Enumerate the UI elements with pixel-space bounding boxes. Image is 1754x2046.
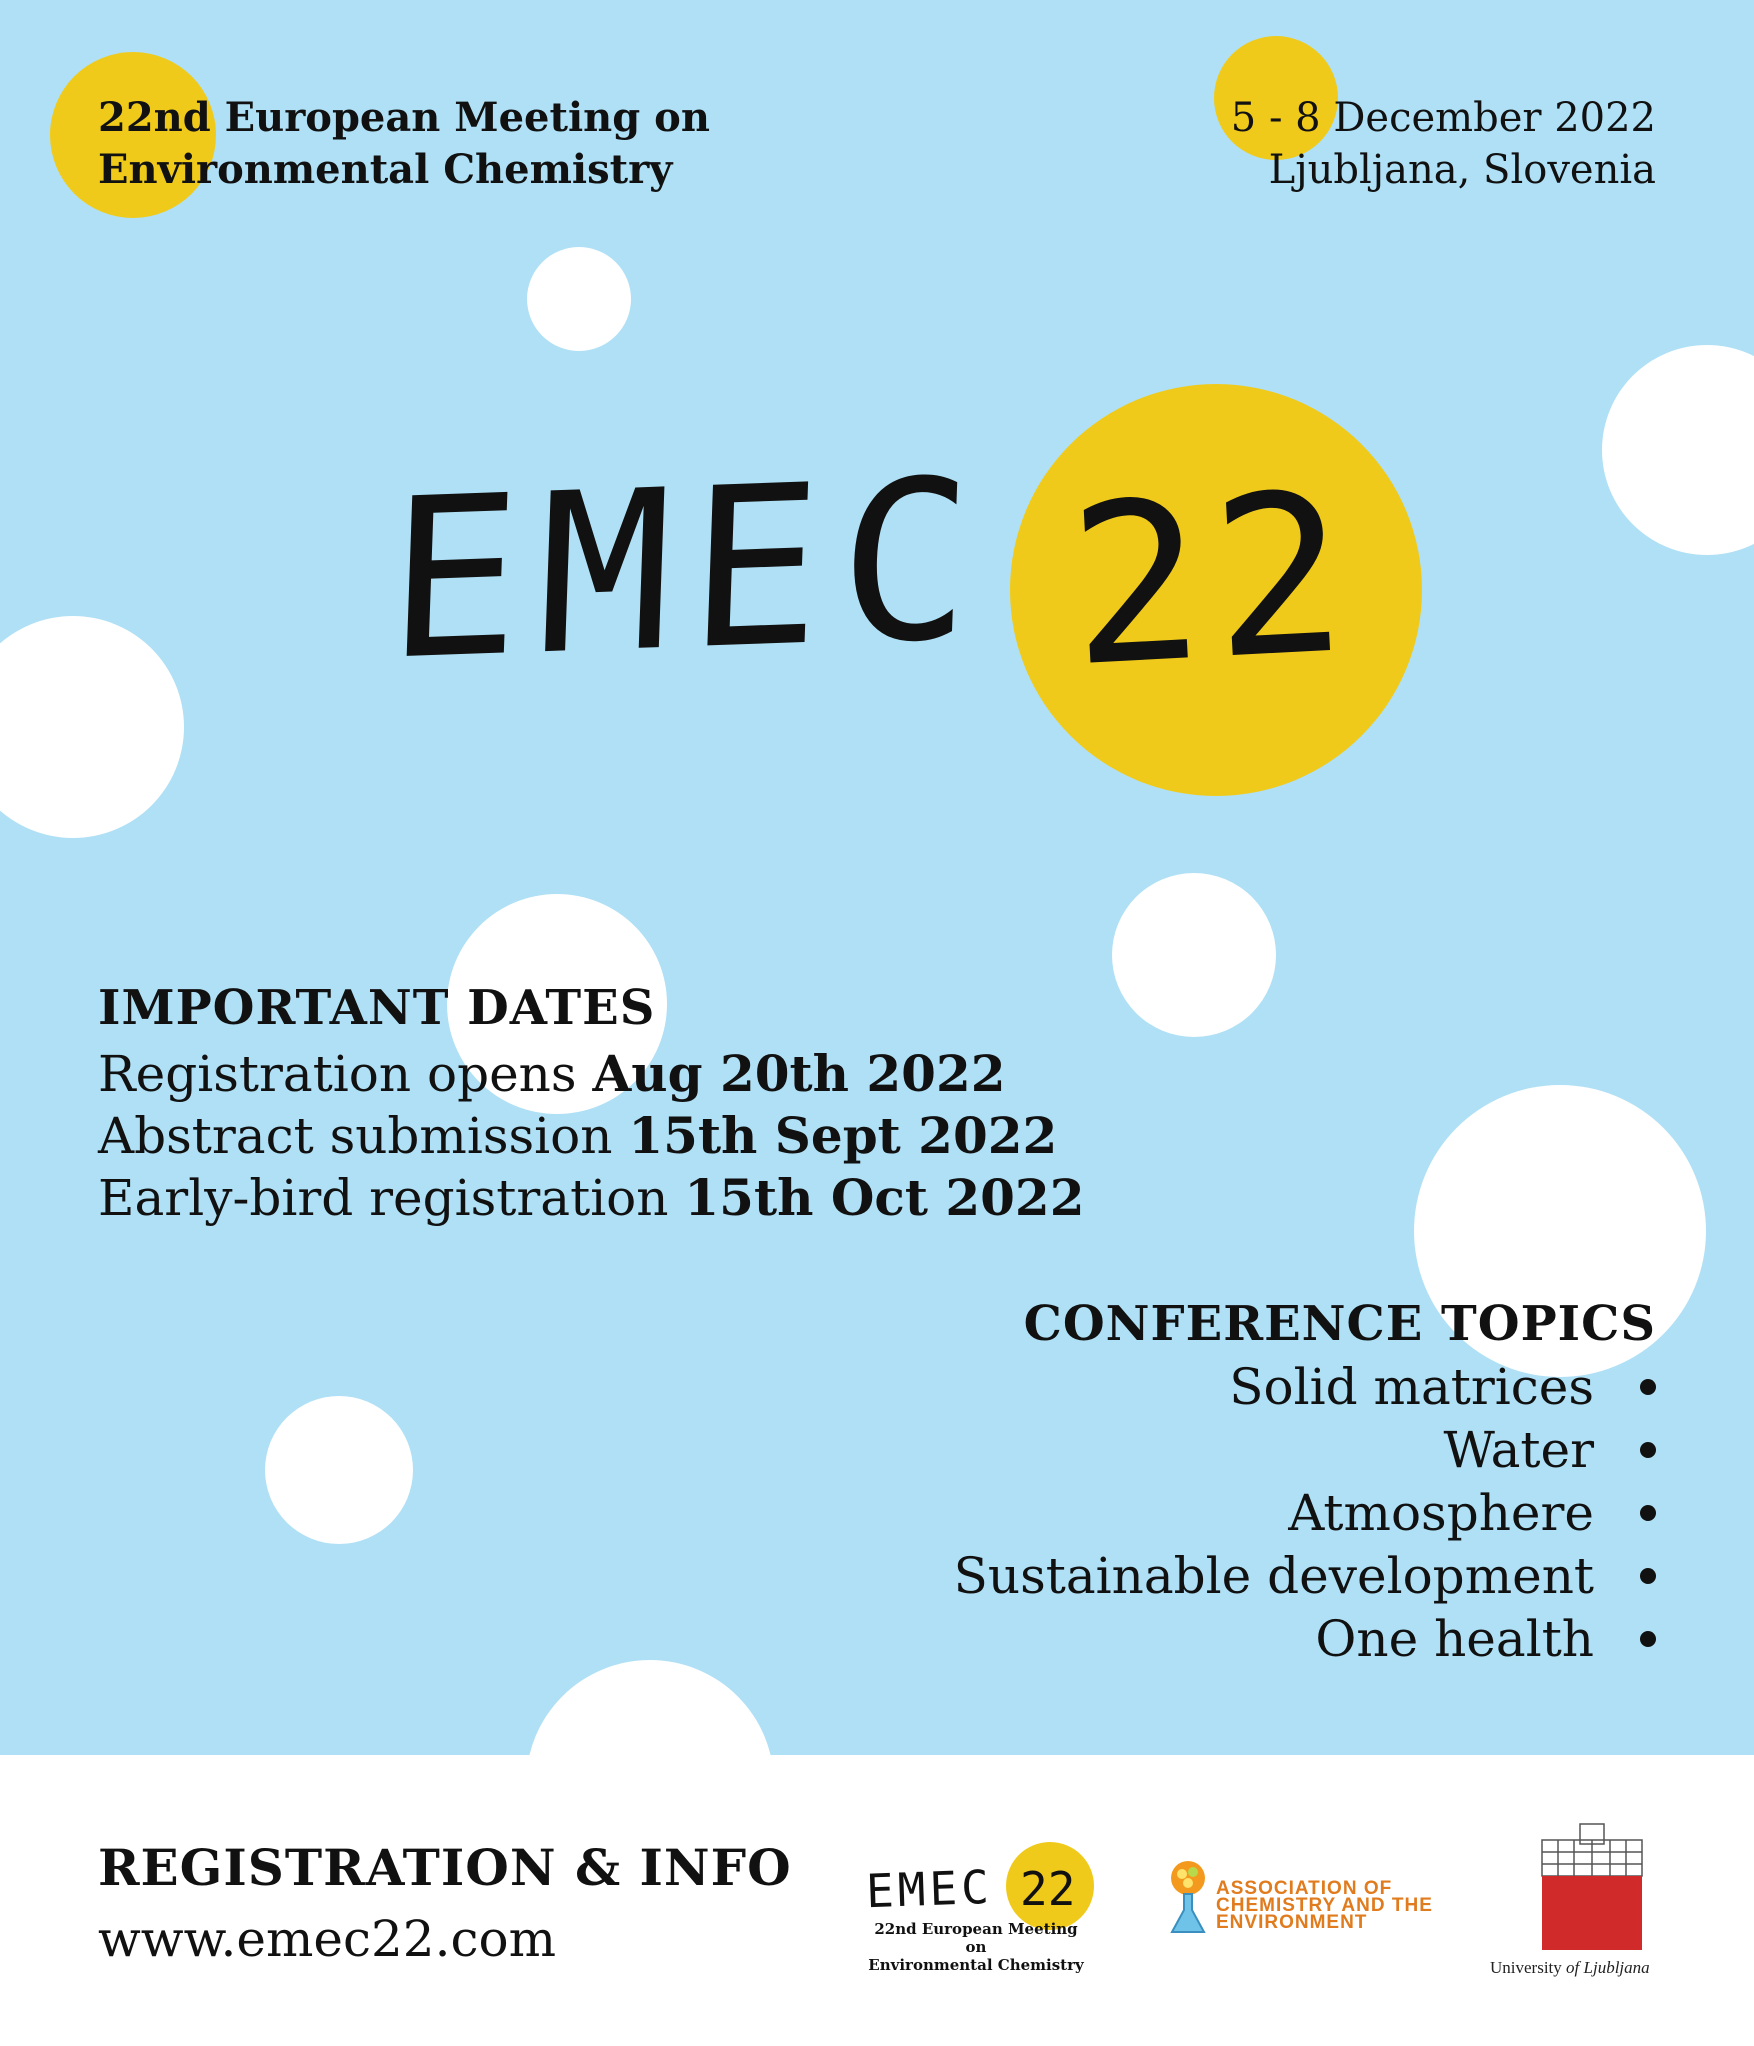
association-line2: CHEMISTRY AND THE bbox=[1216, 1895, 1433, 1916]
event-name bbox=[98, 92, 710, 196]
event-date: 5 - 8 December 2022 bbox=[1230, 95, 1656, 141]
date-abstract-submission bbox=[98, 1106, 1057, 1165]
important-dates-title: IMPORTANT DATES bbox=[98, 980, 656, 1036]
university-name bbox=[1490, 1958, 1650, 1978]
date-value: 15th Oct 2022 bbox=[684, 1168, 1085, 1227]
date-label: Registration opens bbox=[98, 1045, 593, 1103]
date-early-bird bbox=[98, 1168, 1085, 1227]
date-value: Aug 20th 2022 bbox=[592, 1044, 1006, 1103]
event-name-line2: Environmental Chemistry bbox=[98, 146, 673, 193]
topic-item bbox=[1444, 1421, 1656, 1479]
bullet-icon bbox=[1640, 1442, 1656, 1458]
topic-label: Water bbox=[1443, 1421, 1594, 1479]
event-date-location bbox=[1231, 92, 1656, 196]
footer-logo-subtitle-line1: 22nd European Meeting on bbox=[874, 1920, 1078, 1956]
footer-logo-subtitle-line2: Environmental Chemistry bbox=[868, 1956, 1084, 1974]
university-building-icon bbox=[1532, 1820, 1652, 1950]
topic-label: Atmosphere bbox=[1288, 1484, 1594, 1542]
bullet-icon bbox=[1640, 1379, 1656, 1395]
footer-logo-number: 22 bbox=[1020, 1862, 1076, 1916]
topic-label: One health bbox=[1315, 1610, 1594, 1668]
topic-label: Solid matrices bbox=[1229, 1358, 1594, 1416]
bubble-5 bbox=[1112, 873, 1276, 1037]
bullet-icon bbox=[1640, 1631, 1656, 1647]
registration-info-title: REGISTRATION & INFO bbox=[98, 1838, 792, 1897]
association-line1: ASSOCIATION OF bbox=[1216, 1878, 1393, 1899]
university-city: Ljubljana bbox=[1583, 1958, 1650, 1977]
bullet-icon bbox=[1640, 1505, 1656, 1521]
website-link[interactable]: www.emec22.com bbox=[98, 1910, 556, 1968]
date-value: 15th Sept 2022 bbox=[628, 1106, 1058, 1165]
university-of: of bbox=[1566, 1958, 1584, 1977]
footer-logo-subtitle bbox=[866, 1920, 1086, 1974]
conference-topics-title: CONFERENCE TOPICS bbox=[1023, 1296, 1656, 1352]
date-label: Abstract submission bbox=[98, 1107, 629, 1165]
bubble-7 bbox=[265, 1396, 413, 1544]
bullet-icon bbox=[1640, 1568, 1656, 1584]
event-name-line1: 22nd European Meeting on bbox=[98, 94, 710, 141]
bubble-1 bbox=[527, 247, 631, 351]
topic-item bbox=[1288, 1484, 1656, 1542]
date-registration-opens bbox=[98, 1044, 1006, 1103]
logo-number: 22 bbox=[1063, 444, 1362, 716]
bubble-2 bbox=[1602, 345, 1754, 555]
logo-word: EMEC bbox=[383, 431, 995, 709]
topic-item bbox=[1315, 1610, 1656, 1668]
topic-item bbox=[1229, 1358, 1656, 1416]
footer-logo-word: EMEC bbox=[865, 1859, 994, 1919]
association-line3: ENVIRONMENT bbox=[1216, 1912, 1368, 1933]
university-prefix: University bbox=[1490, 1958, 1567, 1977]
association-logo-text bbox=[1216, 1880, 1433, 1931]
date-label: Early-bird registration bbox=[98, 1169, 685, 1227]
topic-item bbox=[954, 1547, 1656, 1605]
topic-label: Sustainable development bbox=[953, 1547, 1594, 1605]
bubble-3 bbox=[0, 616, 184, 838]
association-flask-icon bbox=[1162, 1858, 1214, 1938]
event-location: Ljubljana, Slovenia bbox=[1268, 147, 1656, 193]
bubble-8 bbox=[526, 1660, 774, 1755]
